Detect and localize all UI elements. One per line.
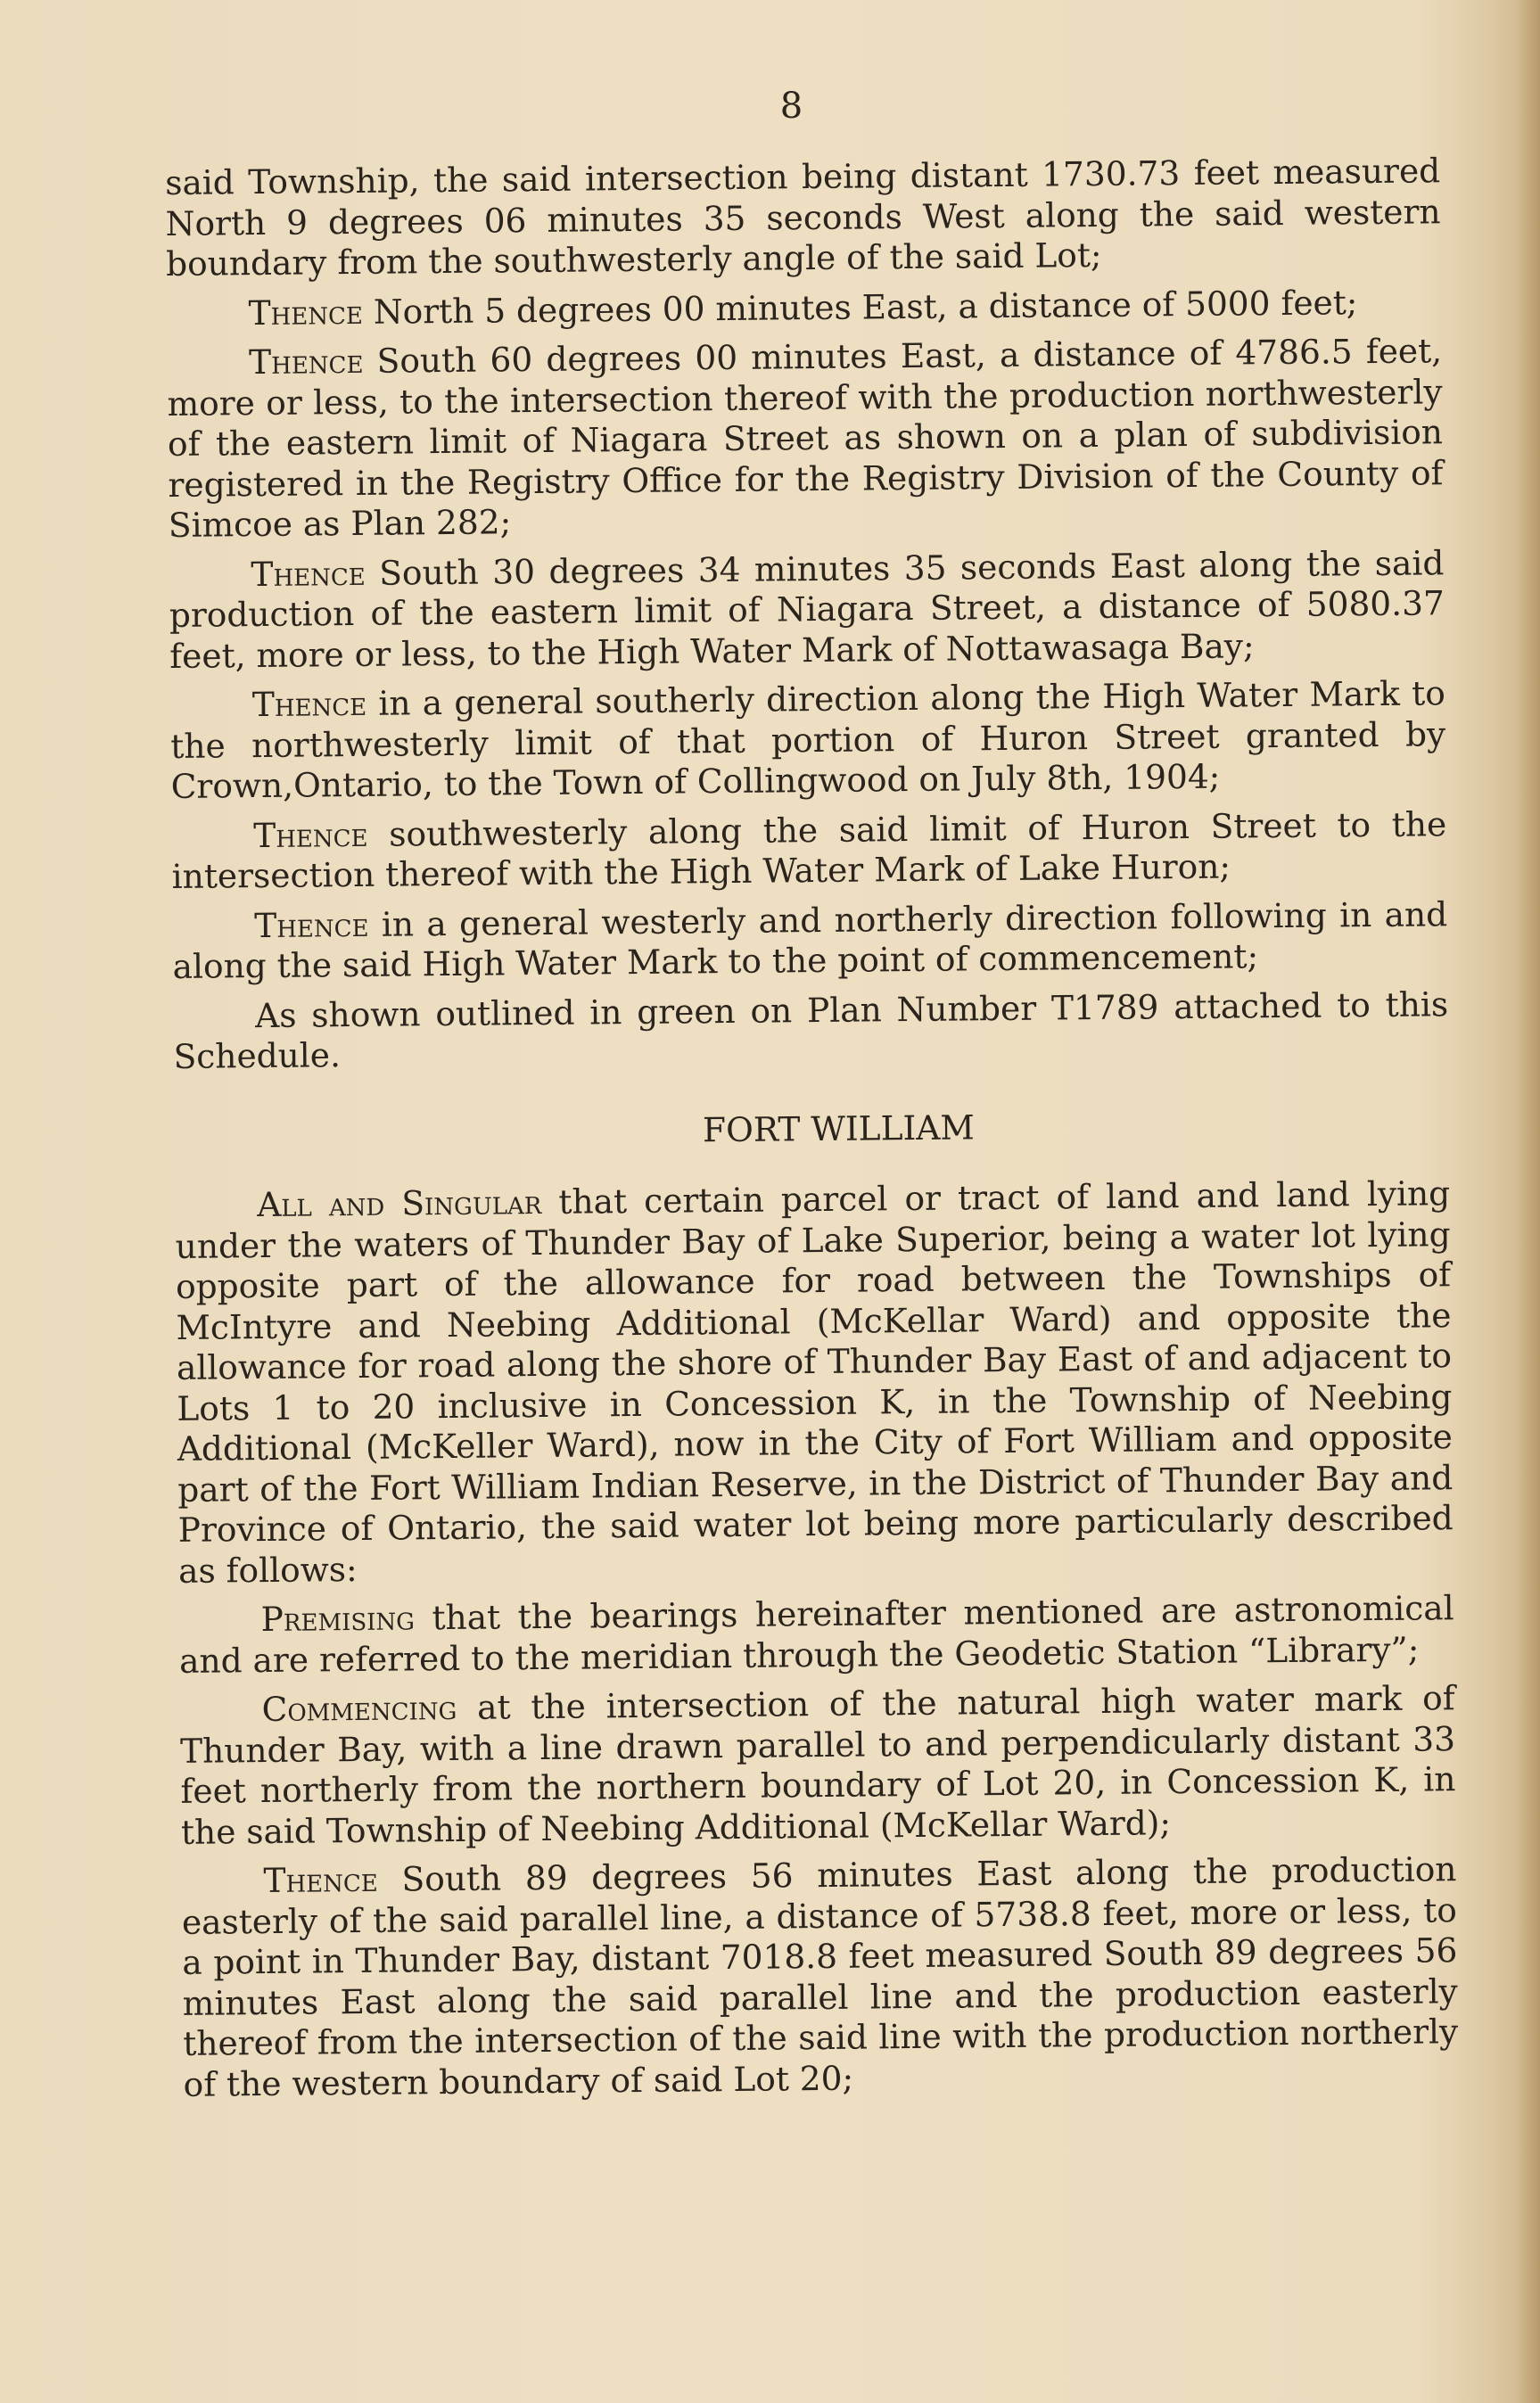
page-number: 8 bbox=[779, 86, 803, 127]
paragraph-as-shown: As shown outlined in green on Plan Number T1789 attached to this Schedule. bbox=[173, 983, 1449, 1076]
paragraph-thence-south-30: Thence South 30 degrees 34 minutes 35 seconds East along the said production of the eastern limit of Niagara Street, a distance of 5080.37 feet, more or less, to the High Water Mark of Nottawasaga Bay; bbox=[169, 542, 1445, 676]
paragraph-premising: Premising that the bearings hereinafter mentioned are astronomical and are referred to the meridian through the Geodetic Station “Library”; bbox=[178, 1588, 1454, 1681]
paragraph-lead: Commencing bbox=[261, 1687, 457, 1730]
paragraph-commencing: Commencing at the intersection of the natural high water mark of Thunder Bay, with a line drawn parallel to and perpendicularly distant 33 feet northerly from the northern boundary of Lot 20, in Concession K, in the said Township of Neebing Additional (McKellar Ward); bbox=[179, 1678, 1456, 1852]
paragraph-thence-south-60: Thence South 60 degrees 00 minutes East, a distance of 4786.5 feet, more or less, to the intersection thereof with the production northwesterly of the eastern limit of Niagara Street as shown on a plan of subdivision registered in the Registry Office for the Registry Division of the County of Simcoe as Plan 282; bbox=[167, 331, 1444, 545]
paragraph-thence-southwesterly: Thence southwesterly along the said limit of Huron Street to the intersection thereof with the High Water Mark of Lake Huron; bbox=[171, 803, 1447, 896]
paragraph-thence-south-89: Thence South 89 degrees 56 minutes East along the production easterly of the said parallel line, a distance of 5738.8 feet, more or less, to a point in Thunder Bay, distant 7018.8 feet measured South 89 degrees 56 minutes East along the said parallel line and the production easterly thereof from the intersection of the said line with the production northerly of the western boundary of said Lot 20; bbox=[181, 1849, 1459, 2104]
paragraph-lead: Premising bbox=[260, 1598, 416, 1640]
paragraph-lead: Thence bbox=[253, 904, 369, 945]
paragraph-thence-westerly: Thence in a general westerly and northerly direction following in and along the said High Water Mark to the point of commencement; bbox=[172, 893, 1448, 986]
section-heading: FORT WILLIAM bbox=[702, 1107, 975, 1149]
paragraph-lead: Thence bbox=[248, 341, 364, 383]
paragraph-thence-southerly: Thence in a general southerly direction along the High Water Mark to the northwesterly limit of that portion of Huron Street granted by Crown,Ontario, to the Town of Collingwood on July 8th, 1904; bbox=[170, 673, 1446, 806]
paragraph-lead: Thence bbox=[251, 553, 366, 594]
paragraph-continuation: said Township, the said intersection being distant 1730.73 feet measured North 9 degrees 06 minutes 35 seconds West along the said western boundary from the southwesterly angle of the said Lot; bbox=[165, 151, 1441, 284]
paragraph-lead: Thence bbox=[248, 292, 364, 333]
paragraph-lead: All and Singular bbox=[257, 1182, 542, 1225]
page-edge-shadow bbox=[1517, 0, 1540, 2403]
paragraph-all-and-singular: All and Singular that certain parcel or tract of land and land lying under the waters of Thunder Bay of Lake Superior, being a water lot lying opposite part of the allowance for road between the Townships of McIntyre and Neebing Additional (McKellar Ward) and opposite the allowance for road along the shore of Thunder Bay East of and adjacent to Lots 1 to 20 inclusive in Concession K, in the Township of Neebing Additional (McKeller Ward), now in the City of Fort William and opposite part of the Fort William Indian Reserve, in the District of Thunder Bay and Province of Ontario, the said water lot being more particularly described as follows: bbox=[175, 1173, 1454, 1591]
document-body bbox=[165, 151, 1459, 2114]
paragraph-thence-north: Thence North 5 degrees 00 minutes East, a distance of 5000 feet; bbox=[248, 282, 1358, 333]
paragraph-lead: Thence bbox=[253, 814, 368, 855]
paragraph-lead: Thence bbox=[251, 683, 367, 725]
paragraph-lead: Thence bbox=[263, 1859, 378, 1901]
